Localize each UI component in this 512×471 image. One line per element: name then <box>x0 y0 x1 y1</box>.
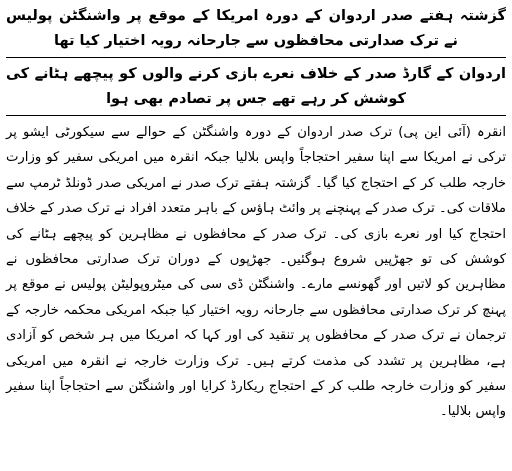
article-headline: گزشتہ ہفتے صدر اردوان کے دورہ امریکا کے موقع پر واشنگٹن پولیس نے ترک صدارتی محافظوں سے جارحانہ رویہ اختیار کیا تھا <box>6 8 506 49</box>
top-divider <box>6 57 506 58</box>
article-body: انقرہ (آئی این پی) ترک صدر اردوان کے دورہ واشنگٹن کے حوالے سے سیکورٹی ایشو پر ترکی نے امریکا سے اپنا سفیر احتجاجاً واپس بلالیا جبکہ انقرہ میں امریکی سفیر کو وزارت خارجہ طلب کر کے احتجاج کیا گیا۔ گزشتہ ہفتے ترک صدر نے امریکی صدر ڈونلڈ ٹرمپ سے ملاقات کی۔ ترک صدر کے پہنچنے پر وائٹ ہاؤس کے باہر متعدد افراد نے ترک صدر کے خلاف احتجاج کیا اور نعرے بازی کی۔ ترک صدر کے محافظوں نے مظاہرین کو پیچھے ہٹانے کی کوشش کی تو جھڑپیں شروع ہوگئیں۔ جھڑپوں کے دوران ترک صدارتی محافظوں نے مظاہرین کو لاتیں اور گھونسے مارے۔ واشنگٹن ڈی سی کی میٹروپولیٹن پولیس نے موقع پر پہنچ کر ترک صدارتی محافظوں سے جارحانہ رویہ اختیار کیا جبکہ امریکی محکمہ خارجہ کے ترجمان نے ترک صدر کے محافظوں پر تنقید کی اور کہا کہ امریکا میں ہر شخص کو آزادی ہے، مظاہرین پر تشدد کی مذمت کرتے ہیں۔ ترک وزارت خارجہ نے انقرہ میں امریکی سفیر کو وزارت خارجہ طلب کر کے احتجاج ریکارڈ کرایا اور واشنگٹن سے احتجاجاً اپنا سفیر واپس بلالیا۔ <box>6 125 506 420</box>
bottom-divider <box>6 115 506 116</box>
article-subheadline: اردوان کے گارڈ صدر کے خلاف نعرے بازی کرنے والوں کو پیچھے ہٹانے کی کوشش کر رہے تھے جس پر تصادم بھی ہوا <box>6 66 506 107</box>
